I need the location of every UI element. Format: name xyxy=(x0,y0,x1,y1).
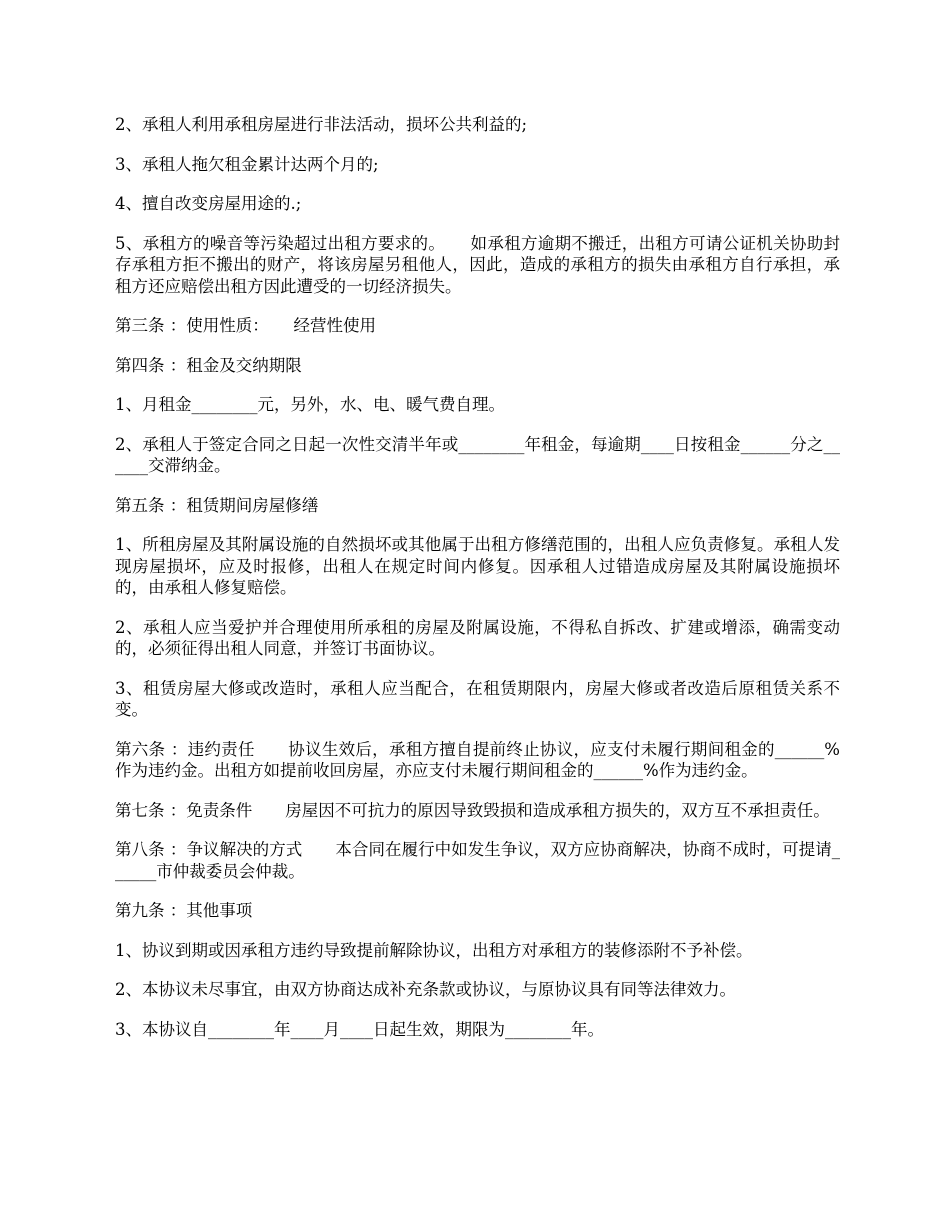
paragraph-care-of-property: 2、承租人应当爱护并合理使用所承租的房屋及附属设施，不得私自拆改、扩建或增添，确需变动的，必须征得出租人同意，并签订书面协议。 xyxy=(115,617,840,658)
paragraph-supplementary-terms: 2、本协议未尽事宜，由双方协商达成补充条款或协议，与原协议具有同等法律效力。 xyxy=(115,980,736,999)
paragraph-termination-change-use: 4、擅自改变房屋用途的.; xyxy=(115,194,302,213)
paragraph-termination-illegal-use: 2、承租人利用承租房屋进行非法活动，损坏公共利益的; xyxy=(115,115,528,134)
paragraph-effective-date: 3、本协议自________年____月____日起生效，期限为________年。 xyxy=(115,1019,604,1039)
paragraph-termination-noise: 5、承租方的噪音等污染超过出租方要求的。 如承租方逾期不搬迁，出租方可请公证机关协助封存承租方拒不搬出的财产，将该房屋另租他人，因此，造成的承租方的损失由承租方自行承担，承租方还应赔偿出租方因此遭受的一切经济损失。 xyxy=(115,233,840,296)
article-9-heading: 第九条 ：其他事项 xyxy=(115,901,253,920)
document-body xyxy=(115,114,840,1058)
article-6-breach: 第六条 ：违约责任 协议生效后，承租方擅自提前终止协议，应支付未履行期间租金的______%作为违约金。出租方如提前收回房屋，亦应支付未履行期间租金的______%作为违约金。 xyxy=(115,739,840,780)
paragraph-major-repair: 3、租赁房屋大修或改造时，承租人应当配合，在租赁期限内，房屋大修或者改造后原租赁关系不变。 xyxy=(115,678,840,719)
article-5-heading: 第五条 ：租赁期间房屋修缮 xyxy=(115,495,319,515)
paragraph-monthly-rent: 1、月租金________元，另外，水、电、暖气费自理。 xyxy=(115,395,505,414)
paragraph-rent-payment: 2、承租人于签定合同之日起一次性交清半年或________年租金，每逾期____日按租金______分之______交滞纳金。 xyxy=(115,434,840,475)
paragraph-repair-duty: 1、所租房屋及其附属设施的自然损坏或其他属于出租方修缮范围的，出租人应负责修复。承租人发现房屋损坏，应及时报修，出租人在规定时间内修复。因承租人过错造成房屋及其附属设施损坏的，由承租人修复赔偿。 xyxy=(115,535,840,597)
article-8-dispute: 第八条 ：争议解决的方式 本合同在履行中如发生争议，双方应协商解决，协商不成时，可提请______市仲裁委员会仲裁。 xyxy=(115,840,840,881)
article-3-heading: 第三条 ：使用性质： 经营性使用 xyxy=(115,316,376,335)
article-4-heading: 第四条 ：租金及交纳期限 xyxy=(115,355,302,375)
paragraph-termination-rent-arrears: 3、承租人拖欠租金累计达两个月的; xyxy=(115,154,379,174)
article-7-force-majeure: 第七条 ：免责条件 房屋因不可抗力的原因导致毁损和造成承租方损失的，双方互不承担责任。 xyxy=(115,800,830,820)
paragraph-renovation-compensation: 1、协议到期或因承租方违约导致提前解除协议，出租方对承租方的装修添附不予补偿。 xyxy=(115,940,753,960)
